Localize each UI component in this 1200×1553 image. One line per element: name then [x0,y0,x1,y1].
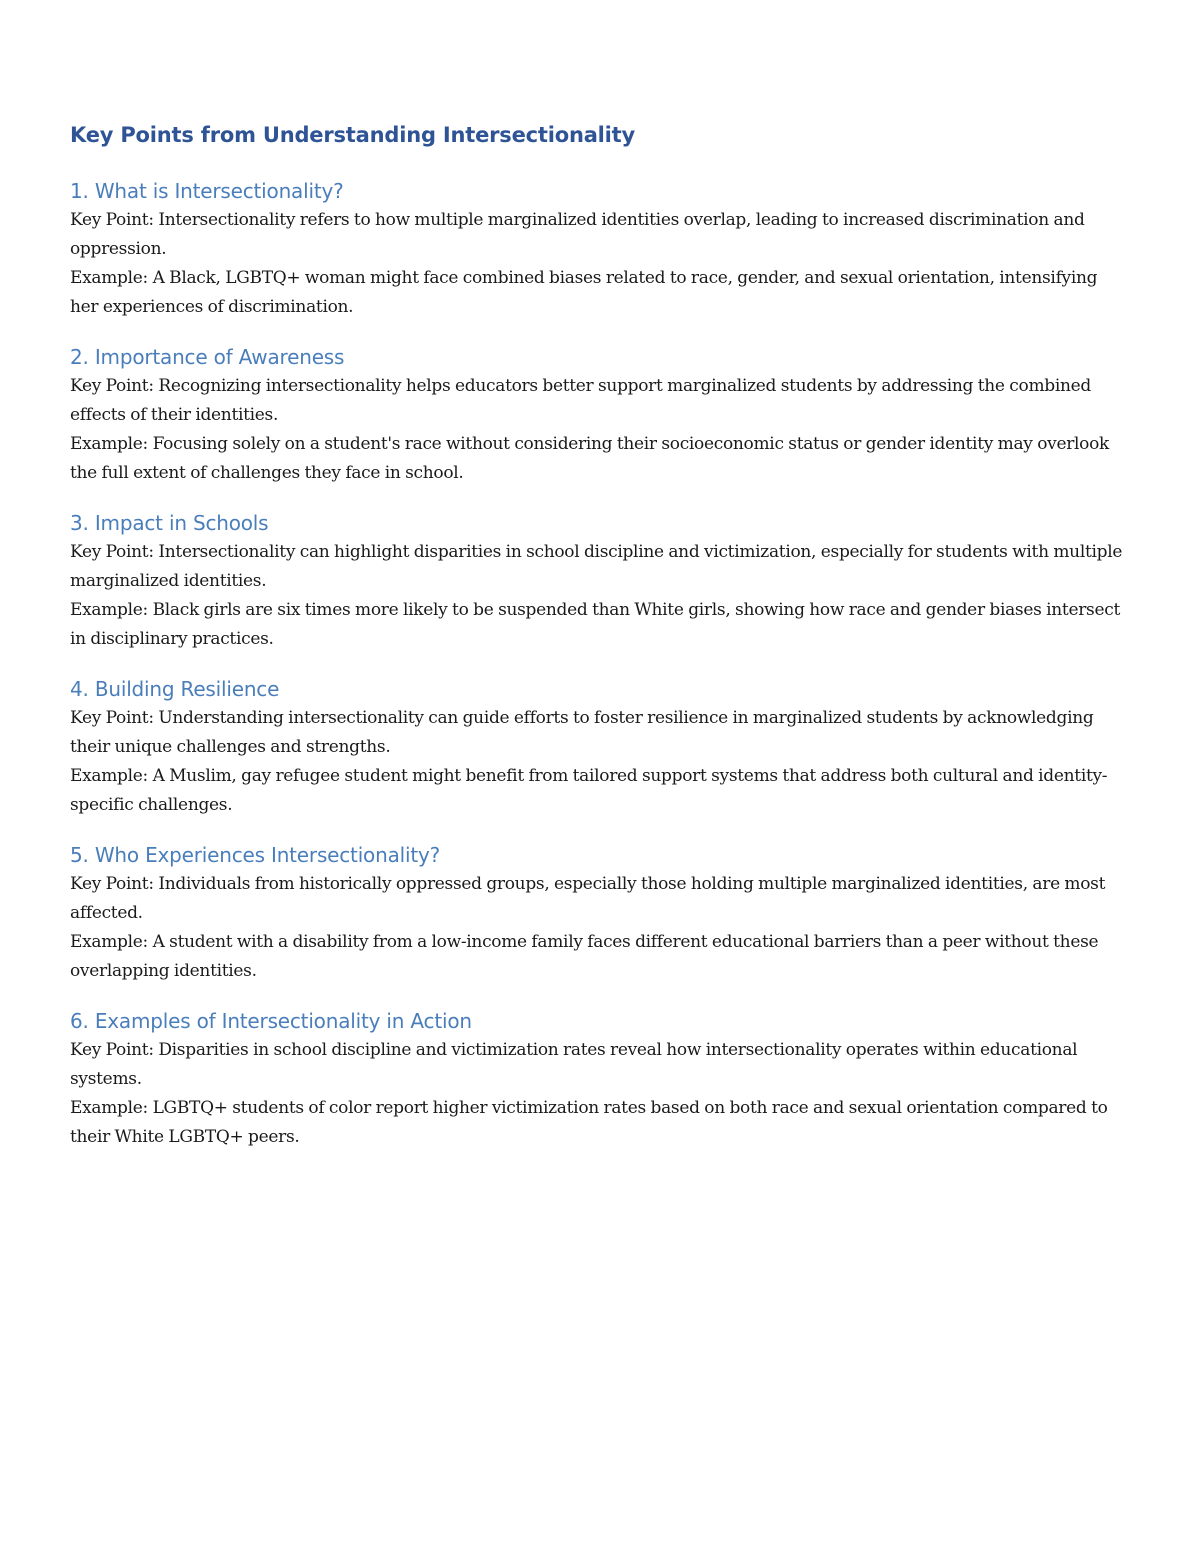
section-impact-in-schools [70,508,1130,654]
example-text: Example: LGBTQ+ students of color report higher victimization rates based on both race and sexual orientation compared to their White LGBTQ+ peers. [70,1098,1108,1147]
section-what-is-intersectionality [70,176,1130,322]
document-content [70,119,1130,1152]
example-text: Example: A student with a disability from a low-income family faces different educational barriers than a peer without these overlapping identities. [70,932,1099,981]
example-text: Example: A Black, LGBTQ+ woman might face combined biases related to race, gender, and sexual orientation, intensifying her experiences of discrimination. [70,268,1098,317]
example-text: Example: A Muslim, gay refugee student might benefit from tailored support systems that address both cultural and identity-specific challenges. [70,766,1108,815]
key-point-text: Key Point: Individuals from historically oppressed groups, especially those holding multiple marginalized identities, are most affected. [70,874,1106,923]
section-heading: 4. Building Resilience [70,677,280,701]
key-point-text: Key Point: Intersectionality can highlight disparities in school discipline and victimization, especially for students with multiple marginalized identities. [70,542,1123,591]
example-text: Example: Black girls are six times more likely to be suspended than White girls, showing how race and gender biases intersect in disciplinary practices. [70,600,1120,649]
section-heading: 6. Examples of Intersectionality in Action [70,1009,472,1033]
section-building-resilience [70,674,1130,820]
key-point-text: Key Point: Disparities in school discipline and victimization rates reveal how intersectionality operates within educational systems. [70,1040,1078,1089]
section-heading: 5. Who Experiences Intersectionality? [70,843,441,867]
example-text: Example: Focusing solely on a student's race without considering their socioeconomic status or gender identity may overlook the full extent of challenges they face in school. [70,434,1110,483]
section-heading: 2. Importance of Awareness [70,345,345,369]
section-heading: 3. Impact in Schools [70,511,269,535]
key-point-text: Key Point: Recognizing intersectionality helps educators better support marginalized students by addressing the combined effects of their identities. [70,376,1091,425]
key-point-text: Key Point: Intersectionality refers to how multiple marginalized identities overlap, leading to increased discrimination and oppression. [70,210,1085,259]
key-point-text: Key Point: Understanding intersectionality can guide efforts to foster resilience in marginalized students by acknowledging their unique challenges and strengths. [70,708,1094,757]
section-examples-in-action [70,1006,1130,1152]
document-title: Key Points from Understanding Intersectionality [70,123,635,147]
section-heading: 1. What is Intersectionality? [70,179,344,203]
section-importance-of-awareness [70,342,1130,488]
section-who-experiences-intersectionality [70,840,1130,986]
